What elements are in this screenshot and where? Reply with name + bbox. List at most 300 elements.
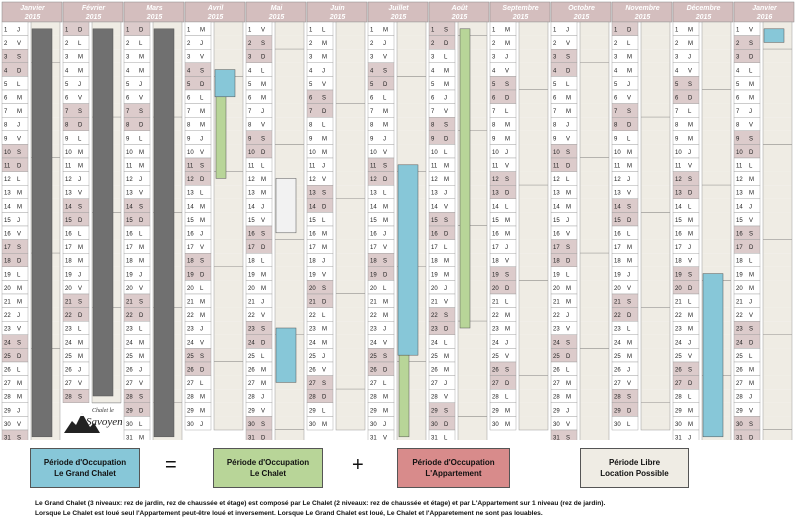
month-name: Juin (330, 5, 345, 12)
day-number: 26 (736, 367, 743, 374)
day-number: 7 (736, 109, 740, 116)
day-letter: M (627, 245, 632, 252)
day-number: 28 (187, 394, 194, 401)
day-letter: M (505, 421, 510, 428)
day-number: 10 (431, 149, 438, 156)
day-number: 3 (126, 54, 130, 61)
day-letter: M (322, 326, 327, 333)
day-letter: J (322, 68, 325, 75)
day-number: 25 (675, 353, 682, 360)
day-number: 24 (736, 340, 743, 347)
day-number: 12 (614, 177, 621, 184)
day-letter: V (139, 381, 144, 388)
day-letter: D (322, 109, 327, 116)
day-letter: S (200, 258, 205, 265)
free-slot (214, 321, 243, 335)
day-letter: M (444, 81, 449, 88)
day-letter: L (17, 177, 21, 184)
day-number: 24 (126, 340, 133, 347)
day-letter: D (688, 285, 693, 292)
day-number: 7 (65, 109, 69, 116)
day-letter: M (322, 54, 327, 61)
day-letter: V (17, 41, 22, 48)
day-letter: L (627, 231, 631, 238)
day-number: 26 (492, 367, 499, 374)
month-year: 2015 (268, 14, 285, 21)
booking-period (399, 355, 409, 437)
day-number: 12 (431, 177, 438, 184)
day-letter: D (139, 217, 144, 224)
free-slot (214, 240, 243, 254)
day-number: 8 (370, 122, 374, 129)
day-number: 16 (370, 231, 377, 238)
day-number: 3 (736, 54, 740, 61)
day-letter: D (383, 177, 388, 184)
day-number: 19 (492, 272, 499, 279)
day-letter: V (383, 245, 388, 252)
day-number: 27 (736, 381, 743, 388)
day-letter: M (383, 122, 388, 129)
day-letter: J (17, 27, 20, 34)
free-slot (275, 22, 304, 36)
day-number: 17 (492, 245, 499, 252)
day-letter: S (322, 381, 327, 388)
day-number: 16 (675, 231, 682, 238)
day-letter: M (139, 340, 144, 347)
free-slot (275, 36, 304, 50)
free-slot (763, 226, 792, 240)
day-letter: V (139, 190, 144, 197)
day-number: 27 (492, 381, 499, 388)
day-number: 8 (248, 122, 252, 129)
free-slot (702, 212, 731, 226)
day-number: 18 (248, 258, 255, 265)
day-number: 7 (309, 109, 313, 116)
day-number: 11 (187, 163, 194, 170)
day-number: 30 (431, 421, 438, 428)
free-slot (702, 131, 731, 145)
day-letter: D (383, 367, 388, 374)
free-slot (763, 267, 792, 281)
free-slot (580, 362, 609, 376)
day-letter: L (505, 299, 509, 306)
free-slot (702, 172, 731, 186)
month-year: 2015 (634, 14, 651, 21)
day-letter: J (566, 408, 569, 415)
day-number: 27 (675, 381, 682, 388)
free-slot (580, 172, 609, 186)
free-slot (641, 362, 670, 376)
free-slot (763, 76, 792, 90)
day-number: 19 (736, 272, 743, 279)
day-number: 11 (126, 163, 133, 170)
month-name: Décembre (686, 5, 721, 12)
day-number: 21 (309, 299, 316, 306)
free-slot (275, 389, 304, 403)
day-letter: J (749, 299, 752, 306)
free-slot (336, 389, 365, 403)
day-letter: S (17, 245, 22, 252)
free-slot (336, 131, 365, 145)
day-letter: M (566, 109, 571, 116)
day-number: 29 (431, 408, 438, 415)
day-number: 23 (126, 326, 133, 333)
free-slot (275, 144, 304, 158)
free-slot (336, 294, 365, 308)
day-letter: L (627, 421, 631, 428)
day-letter: V (261, 217, 266, 224)
day-letter: M (627, 163, 632, 170)
day-letter: S (627, 204, 632, 211)
day-letter: L (505, 109, 509, 116)
day-number: 15 (4, 217, 11, 224)
legend-chalet (213, 448, 323, 488)
day-letter: M (505, 136, 510, 143)
day-number: 23 (65, 326, 72, 333)
day-number: 19 (553, 272, 560, 279)
day-number: 16 (248, 231, 255, 238)
free-slot (214, 403, 243, 417)
free-slot (763, 117, 792, 131)
day-number: 9 (187, 136, 191, 143)
day-letter: J (505, 245, 508, 252)
day-number: 10 (614, 149, 621, 156)
day-number: 8 (309, 122, 313, 129)
day-number: 17 (431, 245, 438, 252)
day-letter: M (444, 353, 449, 360)
free-slot (580, 389, 609, 403)
day-letter: V (261, 313, 266, 320)
day-letter: V (78, 381, 83, 388)
day-letter: S (261, 136, 266, 143)
day-letter: D (200, 272, 205, 279)
day-number: 24 (675, 340, 682, 347)
free-slot (519, 199, 548, 213)
day-letter: M (566, 394, 571, 401)
day-letter: M (322, 41, 327, 48)
day-number: 28 (492, 394, 499, 401)
free-slot (275, 104, 304, 118)
day-number: 25 (370, 353, 377, 360)
free-slot (763, 430, 792, 440)
day-letter: M (17, 381, 22, 388)
day-letter: L (566, 81, 570, 88)
free-slot (336, 212, 365, 226)
day-number: 18 (431, 258, 438, 265)
day-letter: M (17, 285, 22, 292)
free-slot (519, 240, 548, 254)
day-letter: M (139, 258, 144, 265)
free-slot (702, 63, 731, 77)
day-letter: L (749, 163, 753, 170)
day-letter: L (17, 81, 21, 88)
day-letter: L (261, 68, 265, 75)
free-slot (763, 172, 792, 186)
free-slot (763, 348, 792, 362)
day-number: 22 (126, 313, 133, 320)
day-number: 2 (614, 41, 618, 48)
day-number: 6 (614, 95, 618, 102)
day-letter: S (322, 95, 327, 102)
day-letter: M (505, 408, 510, 415)
free-slot (214, 36, 243, 50)
day-letter: D (139, 27, 144, 34)
day-letter: L (444, 149, 448, 156)
day-letter: M (261, 190, 266, 197)
free-slot (519, 294, 548, 308)
note-line-2: Lorsque Le Chalet est loué seul l'Appartement peut-être loué et inversement. Lorsque Le Grand Chalet est loué, Le Chalet et l'Apparetement ne sont pas louables. (35, 510, 543, 517)
day-number: 2 (65, 41, 69, 48)
free-slot (214, 185, 243, 199)
day-letter: V (139, 95, 144, 102)
day-letter: M (200, 109, 205, 116)
day-letter: D (749, 149, 754, 156)
day-number: 21 (187, 299, 194, 306)
day-number: 1 (675, 27, 679, 34)
free-slot (336, 76, 365, 90)
day-number: 28 (126, 394, 133, 401)
day-number: 1 (492, 27, 496, 34)
day-letter: M (444, 177, 449, 184)
day-letter: V (322, 367, 327, 374)
free-slot (641, 321, 670, 335)
day-number: 31 (675, 435, 682, 440)
day-letter: S (627, 394, 632, 401)
free-slot (397, 117, 426, 131)
day-number: 9 (431, 136, 435, 143)
day-letter: J (17, 408, 20, 415)
day-number: 17 (309, 245, 316, 252)
day-number: 7 (431, 109, 435, 116)
day-number: 29 (248, 408, 255, 415)
day-number: 15 (492, 217, 499, 224)
free-slot (214, 280, 243, 294)
free-slot (214, 376, 243, 390)
day-number: 13 (126, 190, 133, 197)
day-number: 28 (248, 394, 255, 401)
day-letter: V (505, 353, 510, 360)
day-letter: J (688, 340, 691, 347)
day-letter: M (322, 231, 327, 238)
free-slot (641, 280, 670, 294)
day-letter: S (505, 177, 510, 184)
month-name: Août (451, 5, 468, 12)
month-name: Janvier (752, 5, 777, 12)
day-letter: S (383, 353, 388, 360)
free-slot (336, 36, 365, 50)
day-letter: L (139, 421, 143, 428)
day-number: 18 (553, 258, 560, 265)
free-slot (519, 36, 548, 50)
day-number: 11 (65, 163, 72, 170)
day-number: 9 (492, 136, 496, 143)
free-slot (641, 104, 670, 118)
free-slot (641, 267, 670, 281)
free-slot (214, 389, 243, 403)
day-letter: L (200, 285, 204, 292)
month-year: 2015 (390, 14, 407, 21)
day-number: 19 (370, 272, 377, 279)
free-slot (763, 376, 792, 390)
day-letter: M (17, 190, 22, 197)
day-letter: M (322, 136, 327, 143)
day-number: 25 (431, 353, 438, 360)
free-slot (702, 185, 731, 199)
day-letter: D (566, 353, 571, 360)
free-slot (641, 212, 670, 226)
day-number: 20 (126, 285, 133, 292)
day-number: 18 (370, 258, 377, 265)
day-number: 2 (675, 41, 679, 48)
day-number: 8 (126, 122, 130, 129)
day-letter: L (444, 435, 448, 440)
day-number: 12 (126, 177, 133, 184)
free-slot (275, 280, 304, 294)
free-slot (702, 90, 731, 104)
day-letter: J (566, 313, 569, 320)
free-slot (702, 158, 731, 172)
day-number: 9 (248, 136, 252, 143)
free-slot (763, 294, 792, 308)
day-number: 12 (553, 177, 560, 184)
day-number: 14 (614, 204, 621, 211)
day-letter: D (505, 381, 510, 388)
day-number: 28 (736, 394, 743, 401)
day-number: 6 (492, 95, 496, 102)
free-slot (580, 226, 609, 240)
free-slot (519, 335, 548, 349)
day-number: 6 (309, 95, 313, 102)
day-letter: V (322, 81, 327, 88)
day-letter: S (505, 81, 510, 88)
day-letter: M (200, 299, 205, 306)
day-letter: M (627, 68, 632, 75)
day-number: 18 (492, 258, 499, 265)
day-letter: J (627, 177, 630, 184)
day-number: 12 (65, 177, 72, 184)
day-letter: L (78, 231, 82, 238)
free-slot (458, 416, 487, 430)
day-number: 17 (736, 245, 743, 252)
day-letter: S (78, 204, 83, 211)
day-letter: J (566, 217, 569, 224)
free-slot (580, 294, 609, 308)
day-letter: M (749, 381, 754, 388)
month-year: 2015 (146, 14, 163, 21)
day-number: 6 (65, 95, 69, 102)
day-letter: M (261, 177, 266, 184)
day-number: 20 (370, 285, 377, 292)
day-letter: V (505, 163, 510, 170)
free-slot (397, 131, 426, 145)
day-letter: M (139, 163, 144, 170)
day-number: 13 (553, 190, 560, 197)
day-letter: L (78, 326, 82, 333)
day-letter: V (505, 258, 510, 265)
day-number: 24 (65, 340, 72, 347)
day-number: 5 (431, 81, 435, 88)
day-number: 1 (187, 27, 191, 34)
day-letter: V (261, 408, 266, 415)
free-slot (641, 416, 670, 430)
free-slot (336, 144, 365, 158)
day-letter: D (17, 163, 22, 170)
day-number: 3 (553, 54, 557, 61)
day-number: 10 (65, 149, 72, 156)
day-number: 15 (187, 217, 194, 224)
day-letter: M (749, 81, 754, 88)
day-letter: L (383, 381, 387, 388)
day-letter: L (566, 177, 570, 184)
day-number: 23 (248, 326, 255, 333)
day-letter: M (200, 408, 205, 415)
day-letter: J (261, 394, 264, 401)
day-letter: J (261, 109, 264, 116)
day-number: 18 (309, 258, 316, 265)
free-slot (763, 389, 792, 403)
day-number: 22 (370, 313, 377, 320)
day-number: 29 (736, 408, 743, 415)
free-slot (763, 280, 792, 294)
day-number: 28 (370, 394, 377, 401)
free-slot (763, 403, 792, 417)
booking-period (276, 178, 296, 232)
day-letter: M (78, 68, 83, 75)
day-letter: D (261, 54, 266, 61)
day-number: 3 (370, 54, 374, 61)
day-letter: J (17, 122, 20, 129)
day-letter: D (627, 122, 632, 129)
day-number: 12 (248, 177, 255, 184)
day-letter: L (749, 353, 753, 360)
month-name: Juillet (388, 5, 409, 12)
free-slot (336, 348, 365, 362)
day-letter: V (322, 272, 327, 279)
free-slot (214, 416, 243, 430)
day-number: 13 (187, 190, 194, 197)
month-year: 2015 (695, 14, 712, 21)
day-number: 30 (248, 421, 255, 428)
day-letter: D (78, 27, 83, 34)
day-number: 15 (370, 217, 377, 224)
day-number: 13 (431, 190, 438, 197)
day-letter: V (444, 394, 449, 401)
free-slot (336, 253, 365, 267)
day-number: 21 (553, 299, 560, 306)
free-slot (275, 240, 304, 254)
free-slot (519, 117, 548, 131)
free-slot (641, 49, 670, 63)
free-slot (580, 267, 609, 281)
free-slot (214, 267, 243, 281)
day-number: 22 (614, 313, 621, 320)
free-slot (763, 104, 792, 118)
free-slot (519, 131, 548, 145)
day-letter: J (322, 353, 325, 360)
day-number: 26 (614, 367, 621, 374)
day-letter: M (200, 313, 205, 320)
booking-period (398, 165, 418, 355)
free-slot (702, 49, 731, 63)
free-slot (519, 348, 548, 362)
free-slot (397, 36, 426, 50)
day-number: 28 (4, 394, 11, 401)
day-number: 30 (309, 421, 316, 428)
booking-period (764, 29, 784, 43)
day-letter: J (200, 231, 203, 238)
day-number: 12 (187, 177, 194, 184)
free-slot (580, 403, 609, 417)
